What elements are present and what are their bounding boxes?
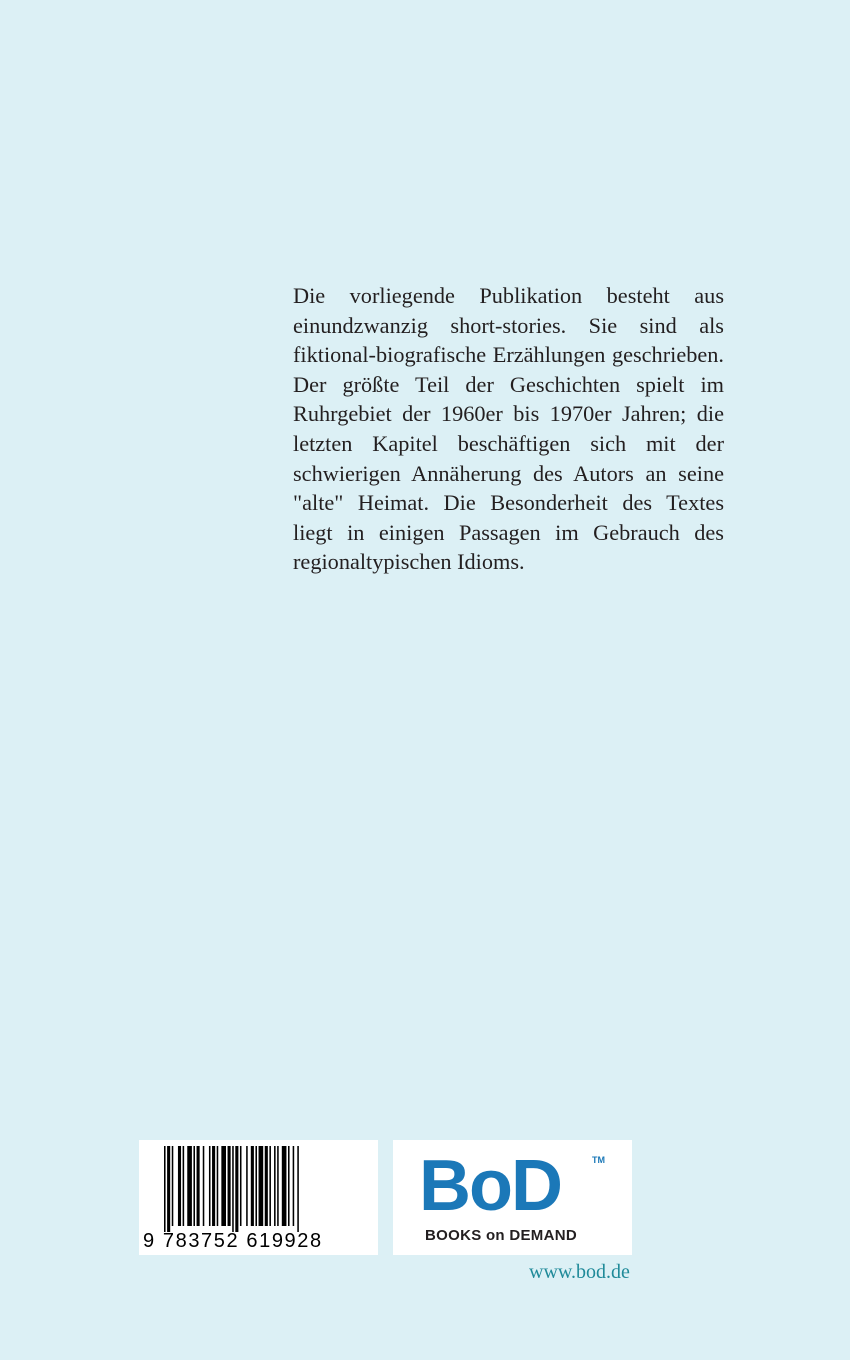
barcode-bar [167,1146,170,1232]
barcode-bar [193,1146,195,1226]
publisher-website: www.bod.de [529,1261,630,1283]
barcode-bar [282,1146,287,1226]
barcode-bar [251,1146,254,1226]
barcode-bar [209,1146,211,1226]
barcode-bar [203,1146,205,1226]
barcode-bar [265,1146,268,1226]
barcode-bar [235,1146,238,1232]
barcode-bars-graphic [139,1140,378,1232]
barcode-bar [187,1146,192,1226]
bod-tagline: BOOKS on DEMAND [425,1227,577,1244]
cover-blurb: Die vorliegende Publikation besteht aus einundzwanzig short-stories. Sie sind als fiktional-biografische Erzählungen geschrieben. Der größte Teil der Geschichten spielt im Ruhrgebiet der 1960er bis 1970er Jahren; die letzten Kapitel beschäftigen sich mit der schwierigen Annäherung des Autors an seine "alte" Heimat. Die Besonderheit des Textes liegt in einigen Passagen im Gebrauch des regionaltypischen Idioms. [293,283,724,575]
barcode-bar [240,1146,242,1226]
barcode-bar [221,1146,226,1226]
barcode-bar [183,1146,185,1226]
isbn-number: 9 783752 619928 [143,1230,323,1252]
barcode-bar [172,1146,174,1226]
barcode-bar [288,1146,290,1226]
barcode-bar [217,1146,219,1226]
barcode-bar [228,1146,231,1226]
barcode-bar [246,1146,248,1226]
barcode-bar [297,1146,299,1232]
barcode-bar [197,1146,200,1226]
barcode-bar [269,1146,271,1226]
barcode-bar [232,1146,234,1232]
barcode-bar [164,1146,166,1232]
barcode-bar [178,1146,181,1226]
barcode-bar [255,1146,257,1226]
barcode-bar [277,1146,279,1226]
isbn-barcode [139,1140,378,1255]
barcode-bar [274,1146,276,1226]
barcode-bar [212,1146,215,1226]
barcode-bar [259,1146,264,1226]
publisher-logo [393,1140,632,1255]
bod-logo-wordmark: BoD [419,1146,561,1226]
trademark-symbol: TM [592,1155,605,1165]
barcode-bar [293,1146,295,1226]
